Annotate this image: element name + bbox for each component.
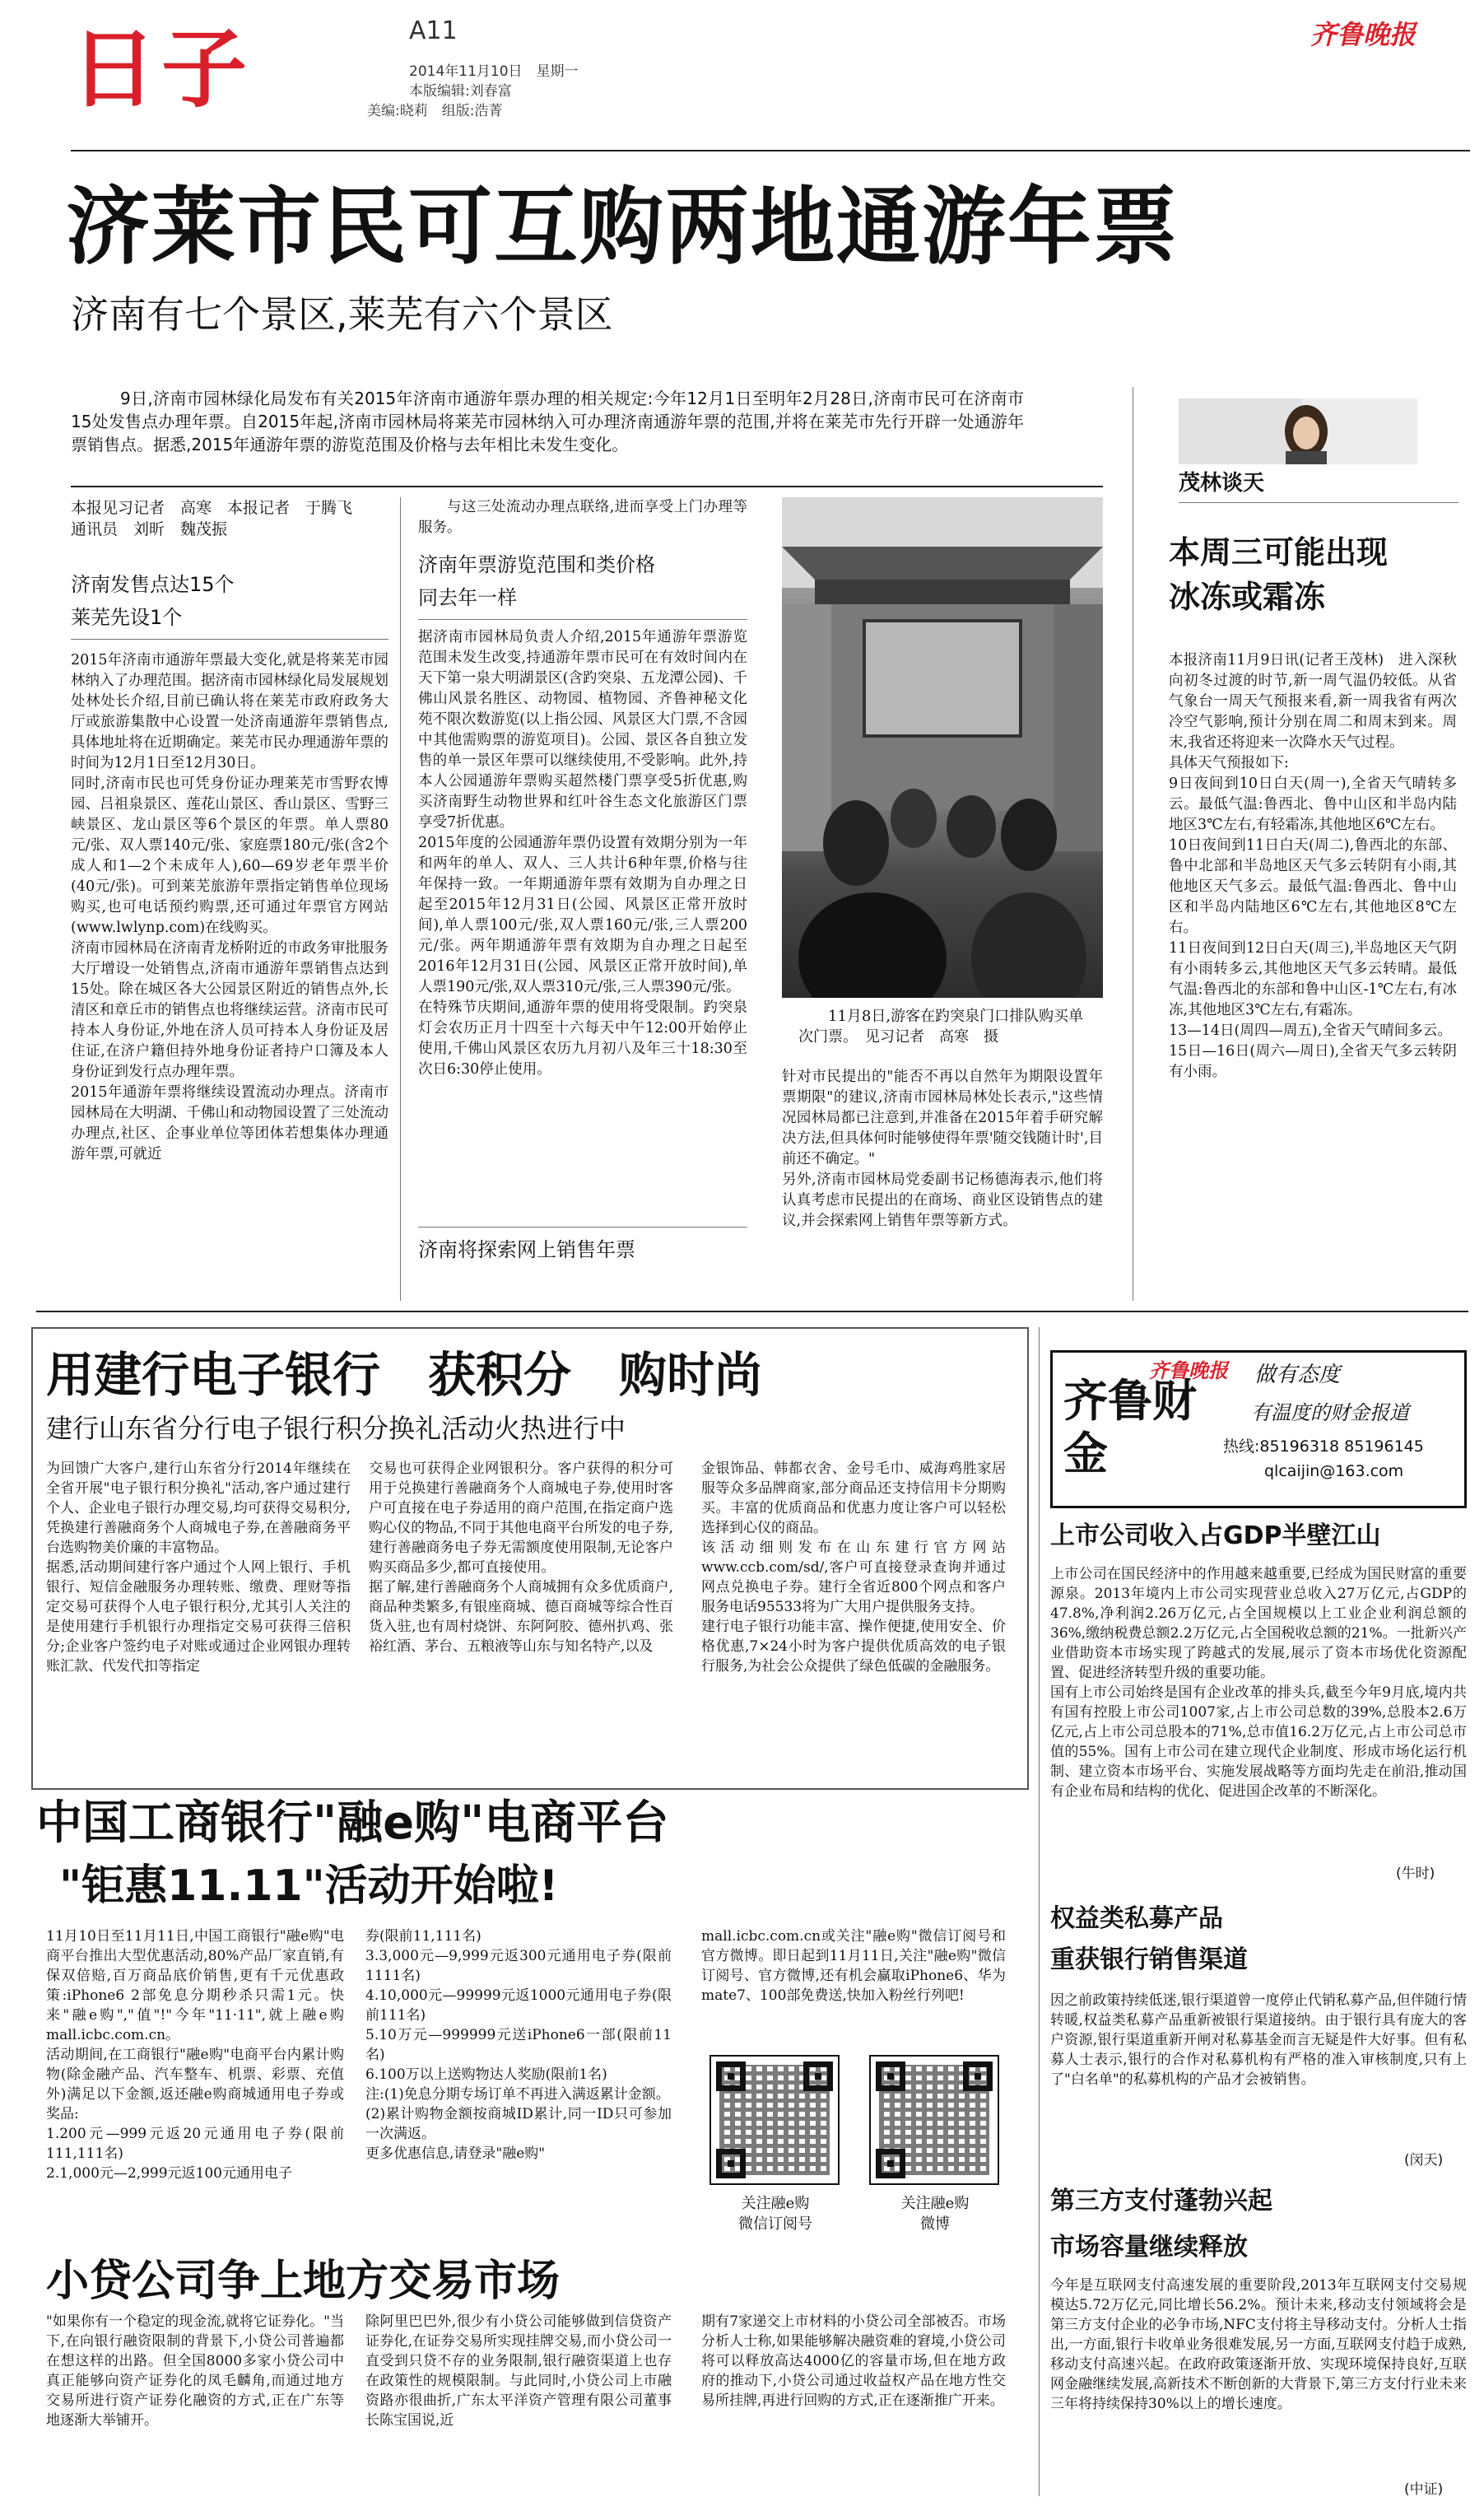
ccb-subheadline: 建行山东省分行电子银行积分换礼活动火热进行中 bbox=[46, 1413, 626, 1444]
weather-column-title: 茂林谈天 bbox=[1179, 471, 1265, 496]
finance-story1-title: 上市公司收入占GDP半壁江山 bbox=[1050, 1521, 1381, 1550]
design-line: 美编:晓莉 组版:浩菁 bbox=[367, 103, 503, 119]
finance-box-slogan-2: 有温度的财金报道 bbox=[1251, 1401, 1409, 1424]
col2-subhead: 济南年票游览范围和类价格 同去年一样 bbox=[418, 553, 655, 609]
finance-story2-text: 因之前政策持续低迷,银行渠道曾一度停止代销私募产品,但伴随行情转暖,权益类私募产品重新被银行渠道接纳。由于银行具有庞大的客户资源,银行渠道重新开闸对私募基金而言无疑是件大好事。但有私募人士表示,银行的合作对私募机构有严格的准入审核制度,只有上了"白名单"的私募机构的产品才会被销售。 bbox=[1050, 1992, 1467, 2088]
col-separator-1 bbox=[400, 497, 401, 1301]
finance-story3-title: 第三方支付蓬勃兴起 市场容量继续释放 bbox=[1050, 2187, 1272, 2262]
ccb-col3: 金银饰品、韩都衣舍、金号毛巾、威海鸡胜家居服等众多品牌商家,部分商品还支持信用卡分期购买。丰富的优质商品和优惠力度让客户可以轻松选择到心仪的商品。 该活动细则发布在山东建行官方网站www.ccb.com/sd/,客户可直接登录查询并通过网点兑换电子券。建行全省近800个网点和客户服务电话95533将为广大用户提供服务支持。 建行电子银行功能丰富、操作便捷,使用安全、价格优惠,7×24小时为客户提供优质高效的电子银行服务,为社会公众提供了绿色低碳的金融服务。 bbox=[701, 1460, 1006, 1675]
news-photo bbox=[782, 497, 1103, 998]
loan-col2: 除阿里巴巴外,很少有小贷公司能够做到信贷资产证券化,在证券交易所实现挂牌交易,而小贷公司一直受到只贷不存的业务限制,银行融资渠道上也存在政策性的规模限制。与此同时,小贷公司上市融资路亦很曲折,广东太平洋资产管理有限公司董事长陈宝国说,近 bbox=[365, 2313, 672, 2429]
byline: 本报见习记者 高寒 本报记者 于腾飞 通讯员 刘昕 魏茂振 bbox=[71, 499, 353, 538]
icbc-headline-1: 中国工商银行"融e购"电商平台 bbox=[36, 1796, 669, 1850]
avatar-illustration bbox=[1179, 398, 1417, 464]
page-number: A11 bbox=[409, 16, 458, 45]
icbc-col1: 11月10日至11月11日,中国工商银行"融e购"电商平台推出大型优惠活动,80%产品厂家直销,有保双倍赔,百万商品底价销售,更有千元优惠政策:iPhone6 2部免息分期秒杀只需1元。快来"融e购","值"!"今年"11·11",就上融e购mall.icbc.com.cn。 活动期间,在工商银行"融e购"电商平台内累计购物(除金融产品、汽车整车、机票、彩票、充值外)满足以下金额,返还融e购商城通用电子券或奖品: 1.200元—999元返20元通用电子券(限前111,111名) 2.1,000元—2,999元返100元通用电子 bbox=[46, 1928, 344, 2182]
lead-intro: 9日,济南市园林绿化局发布有关2015年济南市通游年票办理的相关规定:今年12月1日至明年2月28日,济南市民可在济南市15处发售点办理年票。自2015年起,济南市园林局将莱芜市园林纳入可办理济南通游年票的范围,并将在莱芜市先行开辟一处通游年票销售点。据悉,2015年通游年票的游览范围及价格与去年相比未发生变化。 bbox=[71, 389, 1024, 454]
lead-subheadline: 济南有七个景区,莱芜有六个景区 bbox=[71, 292, 613, 337]
masthead: 齐鲁晚报 bbox=[1310, 19, 1417, 50]
loan-headline: 小贷公司争上地方交易市场 bbox=[46, 2257, 561, 2306]
finance-story3-source: (中证) bbox=[1404, 2481, 1444, 2498]
finance-story2-title: 权益类私募产品 重获银行销售渠道 bbox=[1050, 1904, 1248, 1974]
weather-text: 本报济南11月9日讯(记者王茂林) 进入深秋向初冬过渡的时节,新一周气温仍较低。从省气象台一周天气预报来看,新一周我省有两次冷空气影响,预计分别在周二和周末到来。周末,我省还将迎来一次降水天气过程。 具体天气预报如下: 9日夜间到10日白天(周一),全省天气晴转多云。最低气温:鲁西北、鲁中山区和半岛内陆地区3℃左右,有轻霜冻,其他地区6℃左右。 10日夜间到11日白天(周二),鲁西北的东部、鲁中北部和半岛地区天气多云转阴有小雨,其他地区天气多云。最低气温:鲁西北、鲁中山区和半岛内陆地区6℃左右,其他地区8℃左右。 11日夜间到12日白天(周三),半岛地区天气阴有小雨转多云,其他地区天气多云转晴。最低气温:鲁西北的东部和鲁中山区-1℃左右,有冰冻,其他地区3℃左右,有霜冻。 13—14日(周四—周五),全省天气晴间多云。 15日—16日(周六—周日),全省天气多云转阴有小雨。 bbox=[1169, 652, 1457, 1080]
col2-subhead-b-rule bbox=[418, 1227, 747, 1228]
photo-caption: 11月8日,游客在趵突泉门口排队购买单次门票。 见习记者 高寒 摄 bbox=[798, 1008, 1084, 1046]
col1-subhead: 济南发售点达15个 莱芜先设1个 bbox=[71, 573, 235, 629]
ccb-headline: 用建行电子银行 获积分 购时尚 bbox=[46, 1347, 763, 1403]
icbc-headline-2: "钜惠11.11"活动开始啦! bbox=[59, 1861, 559, 1911]
col2-subhead-rule bbox=[418, 619, 747, 620]
finance-separator bbox=[1039, 1327, 1040, 2496]
finance-story2-source: (闵天) bbox=[1404, 2152, 1444, 2169]
finance-story1-source: (牛时) bbox=[1396, 1866, 1435, 1882]
finance-story1-text: 上市公司在国民经济中的作用越来越重要,已经成为国民财富的重要源泉。2013年境内上市公司实现营业总收入27万亿元,占GDP的47.8%,净利润2.26万亿元,占全国规模以上工业企业利润总额的36%,缴纳税费总额2.2万亿元,占全国税收总额的21%。一批新兴产业借助资本市场实现了跨越式的发展,展示了资本市场优化资源配置、促进经济转型升级的重要功能。 国有上市公司始终是国有企业改革的排头兵,截至今年9月底,境内共有国有控股上市公司1007家,占上市公司总数的39%,总股本2.6万亿元,占上市公司总股本的71%,总市值16.2万亿元,占上市公司总市值的55%。国有上市公司在建立现代企业制度、形成市场化运行机制、建立资本市场平台、实施发展战略等方面均先走在前沿,推动国有企业布局和结构的优化、促进国企改革的不断深化。 bbox=[1050, 1566, 1467, 1800]
columnist-avatar bbox=[1179, 398, 1417, 464]
col2-text-b: 据济南市园林局负责人介绍,2015年通游年票游览范围未发生改变,持通游年票市民可在有效时间内在天下第一泉大明湖景区(含趵突泉、五龙潭公园)、千佛山风景名胜区、动物园、植物园、齐鲁神秘文化苑不限次数游览(以上指公园、风景区大门票,不含园中其他需购票的游览项目)。公园、景区各自独立发售的单一景区年票可以继续使用,不受影响。此外,持本人公园通游年票购买超然楼门票享受5折优惠,购买济南野生动物世界和红叶谷生态文化旅游区门票享受7折优惠。 2015年度的公园通游年票仍设置有效期分别为一年和两年的单人、双人、三人共计6种年票,价格与往年保持一致。一年期通游年票有效期为自办理之日起至2015年12月31日(公园、风景区正常开放时间),单人票100元/张,双人票160元/张,三人票200元/张。两年期通游年票有效期为自办理之日起至2016年12月31日(公园、风景区正常开放时间),单人票190元/张,双人票310元/张,三人票390元/张。 在特殊节庆期间,通游年票的使用将受限制。趵突泉灯会农历正月十四至十六每天中午12:00开始停止使用,千佛山风景区农历九月初八及年三十18:30至次日6:30停止使用。 bbox=[418, 629, 747, 1078]
icbc-qr2-caption: 关注融e购 微博 bbox=[900, 2195, 970, 2233]
header-rule bbox=[71, 150, 1470, 151]
icbc-col2: 券(限前11,111名) 3.3,000元—9,999元返300元通用电子券(限前1111名) 4.10,000元—99999元返1000元通用电子券(限前111名) 5.10万元—999999元送iPhone6一部(限前11名) 6.100万以上送购物达人奖励(限前1名) 注:(1)免息分期专场订单不再进入满返累计金额。 (2)累计购物金额按商城ID累计,同一ID只可参加一次满返。 更多优惠信息,请登录"融e购" bbox=[365, 1928, 672, 2162]
col2-subhead-b: 济南将探索网上销售年票 bbox=[418, 1238, 635, 1261]
editor-line: 本版编辑:刘春富 bbox=[409, 83, 512, 100]
section-logo bbox=[71, 19, 268, 119]
finance-box-phone: 热线:85196318 85196145 bbox=[1223, 1437, 1424, 1456]
loan-col1: "如果你有一个稳定的现金流,就将它证券化。"当下,在向银行融资限制的背景下,小贷公司普遍都在想这样的出路。但全国8000多家小贷公司中真正能够向资产证券化的凤毛麟角,而通过地方交易所进行资产证券化融资的方式,正在广东等地逐渐大举铺开。 bbox=[46, 2313, 344, 2429]
lead-divider bbox=[71, 486, 1103, 487]
ccb-col1: 为回馈广大客户,建行山东省分行2014年继续在全省开展"电子银行积分换礼"活动,客户通过建行个人、企业电子银行办理交易,均可获得交易积分,凭换建行善融商务个人商城电子券,在善融商务平台选购物美价廉的丰富物品。 据悉,活动期间建行客户通过个人网上银行、手机银行、短信金融服务办理转账、缴费、理财等指定交易可获得个人电子银行积分,尤其引人关注的是使用建行手机银行办理指定交易可获得三倍积分;企业客户签约电子对账或通过企业网银办理转账汇款、代发代扣等指定 bbox=[46, 1460, 351, 1675]
col1-text: 2015年济南市通游年票最大变化,就是将莱芜市园林纳入了办理范围。据济南市园林绿化局发展规划处林处长介绍,目前已确认将在莱芜市政府政务大厅或旅游集散中心设置一处济南通游年票销售点,具体地址将在近期确定。莱芜市民办理通游年票的时间为12月1日至12月30日。 同时,济南市民也可凭身份证办理莱芜市雪野农博园、吕祖泉景区、莲花山景区、香山景区、雪野三峡景区、龙山景区等6个景区的年票。单人票80元/张、双人票140元/张、家庭票180元/张(含2个成人和1—2个未成年人),60—69岁老年票半价(40元/张)。可到莱芜旅游年票指定销售单位现场购买,也可电话预约购票,还可通过年票官方网站(www.lwlynp.com)在线购买。 济南市园林局在济南青龙桥附近的市政务审批服务大厅增设一处销售点,济南市通游年票销售点达到15处。除在城区各大公园景区附近的销售点外,长清区和章丘市的销售点也将继续运营。济南市民可持本人身份证,外地在济人员可持本人身份证及居住证,在济户籍但持外地身份证者持户口簿及本人身份证到发行点办理年票。 2015年通游年票将继续设置流动办理点。济南市园林局在大明湖、千佛山和动物园设置了三处流动办理点,社区、企事业单位等团体若想集体办理通游年票,可就近 bbox=[71, 652, 388, 1162]
finance-story3-text: 今年是互联网支付高速发展的重要阶段,2013年互联网支付交易规模达5.72万亿元,同比增长56.2%。预计未来,移动支付领域将会是第三方支付企业的必争市场,NFC支付将主导移动支付。分析人士指出,一方面,银行卡收单业务很难发展,另一方面,互联网支付趋于成熟,移动支付高速兴起。在政府政策逐渐开放、实现环境保持良好,互联网金融继续发展,高新技术不断创新的大背景下,第三方支付行业未来三年将持续保持30%以上的增长速度。 bbox=[1050, 2277, 1467, 2412]
lead-headline: 济莱市民可互购两地通游年票 bbox=[66, 179, 1179, 277]
loan-col3: 期有7家递交上市材料的小贷公司全部被否。市场分析人士称,如果能够解决融资难的窘境,小贷公司将可以释放高达4000亿的容量市场,但在地方政府的推动下,小贷公司通过收益权产品在地方性交易所挂牌,再进行回购的方式,正在逐渐推广开来。 bbox=[701, 2313, 1006, 2409]
icbc-wechat-qr-code[interactable] bbox=[709, 2055, 840, 2185]
icbc-weibo-qr-code[interactable] bbox=[869, 2055, 999, 2185]
section-logo-text: 日子 bbox=[71, 19, 253, 119]
finance-box-logo: 齐鲁财金 bbox=[1063, 1375, 1197, 1479]
icbc-col3: mall.icbc.com.cn或关注"融e购"微信订阅号和官方微博。即日起到11月11日,关注"融e购"微信订阅号、官方微博,还有机会赢取iPhone6、华为mate7、100部免费送,快加入粉丝行列吧! bbox=[701, 1928, 1006, 2004]
weather-headline: 本周三可能出现 冰冻或霜冻 bbox=[1169, 534, 1389, 615]
col1-subhead-rule bbox=[71, 639, 388, 640]
photo-illustration bbox=[782, 497, 1103, 998]
lead-bottom-rule bbox=[36, 1311, 1468, 1312]
finance-box-paper: 齐鲁晚报 bbox=[1149, 1358, 1228, 1382]
icbc-qr1-caption: 关注融e购 微信订阅号 bbox=[738, 2195, 812, 2233]
weather-title-rule bbox=[1179, 502, 1458, 503]
col3-text: 针对市民提出的"能否不再以自然年为期限设置年票期限"的建议,济南市园林局林处长表示,"这些情况园林局都已注意到,并准备在2015年着手研究解决方法,但具体何时能够使得年票'随交钱随计时',目前还不确定。" 另外,济南市园林局党委副书记杨德海表示,他们将认真考虑市民提出的在商场、商业区设销售点的建议,并会探索网上销售年票等新方式。 bbox=[782, 1069, 1103, 1229]
finance-box-email: qlcaijin@163.com bbox=[1264, 1462, 1404, 1480]
finance-box-slogan-1: 做有态度 bbox=[1254, 1363, 1341, 1387]
ccb-col2: 交易也可获得企业网银积分。客户获得的积分可用于兑换建行善融商务个人商城电子券,使用时客户可直接在电子券适用的商户范围,在指定商户选购心仪的物品,不同于其他电商平台所发的电子券,建行善融商务电子券无需额度使用限制,无论客户购买商品多少,都可直接使用。 据了解,建行善融商务个人商城拥有众多优质商户,商品种类繁多,有银座商城、德百商城等综合性百货入驻,也有周村烧饼、东阿阿胶、德州扒鸡、张裕红酒、茅台、五粮液等山东与知名特产,以及 bbox=[369, 1460, 673, 1655]
date-line: 2014年11月10日 星期一 bbox=[409, 63, 579, 80]
col2-text-a: 与这三处流动办理点联络,进而享受上门办理等服务。 bbox=[418, 499, 747, 536]
